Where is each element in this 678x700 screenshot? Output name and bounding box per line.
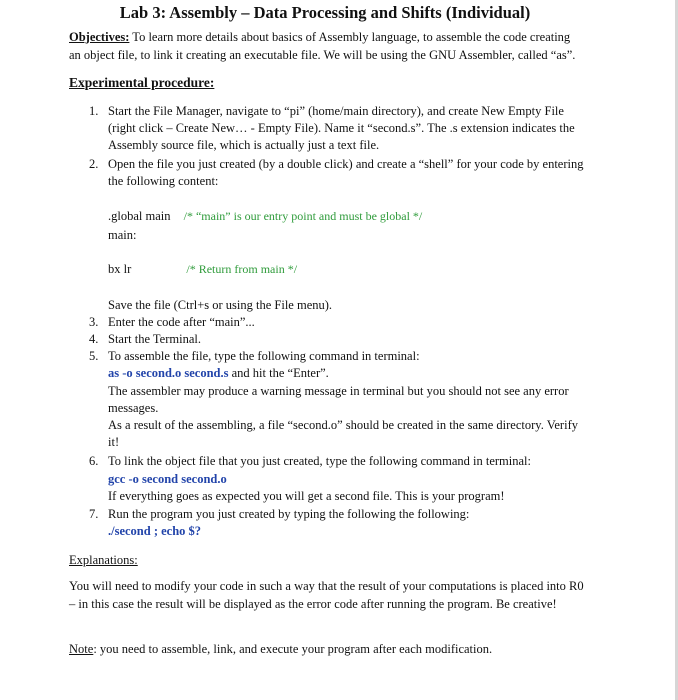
assemble-command-line [108, 365, 578, 382]
step-number: 1. [89, 104, 99, 118]
code-line-bx [108, 262, 297, 277]
procedure-heading: Experimental procedure: [69, 75, 215, 90]
step-text: Start the File Manager, navigate to “pi” (home/main directory), and create New Empty File (right click – Create New… - Empty File). Name it “second.s”. The .s extension indicates the Assembly source file, which is actually just a text file. [108, 104, 575, 152]
step-number: 4. [89, 332, 99, 346]
note-paragraph [69, 641, 584, 659]
objectives-paragraph [69, 29, 584, 64]
step-text: Start the Terminal. [108, 332, 201, 346]
code-line-main: main: [108, 228, 137, 242]
step-4 [89, 331, 584, 348]
code-comment: /* “main” is our entry point and must be global */ [183, 209, 423, 223]
step-2 [89, 156, 584, 190]
step-7 [89, 506, 584, 523]
run-command-text: ./second ; echo $? [108, 524, 202, 538]
link-result-text: If everything goes as expected you will get a second file. This is your program! [108, 489, 505, 503]
save-instruction: Save the file (Ctrl+s or using the File menu). [108, 298, 333, 312]
step-number: 2. [89, 157, 99, 171]
step-number: 5. [89, 349, 99, 363]
step-3 [89, 314, 584, 331]
step-text: To link the object file that you just created, type the following command in terminal: [108, 454, 531, 468]
step-text: Enter the code after “main”... [108, 315, 255, 329]
assemble-command: as -o second.o second.s [108, 366, 229, 380]
assembler-result-text: As a result of the assembling, a file “second.o” should be created in the same directory. Verify it! [108, 418, 578, 449]
code-comment: /* Return from main */ [186, 262, 298, 276]
code-text: bx lr [108, 262, 132, 276]
explanations-heading: Explanations: [69, 553, 138, 567]
note-label: Note [69, 642, 94, 656]
assemble-command-suffix: and hit the “Enter”. [228, 366, 329, 380]
run-command [108, 523, 578, 540]
link-command-text: gcc -o second second.o [108, 472, 227, 486]
page-title: Lab 3: Assembly – Data Processing and Shifts (Individual) [119, 3, 531, 22]
code-line-global [108, 209, 422, 224]
objectives-text: To learn more details about basics of Assembly language, to assemble the code creating an object file, to link it creating an executable file. We will be using the GNU Assembler, called “as”. [69, 30, 576, 62]
code-text: .global main [108, 209, 171, 223]
step-number: 7. [89, 507, 99, 521]
step-text: To assemble the file, type the following command in terminal: [108, 349, 420, 363]
step-text: Open the file you just created (by a double click) and create a “shell” for your code by entering the following content: [108, 157, 584, 188]
explanations-text: You will need to modify your code in such a way that the result of your computations is placed into R0 – in this case the result will be displayed as the error code after running the program. Be creative! [69, 579, 584, 611]
objectives-label: Objectives: [69, 30, 130, 44]
link-command [108, 471, 578, 488]
step-1 [89, 103, 584, 154]
step-text: Run the program you just created by typing the following the following: [108, 507, 470, 521]
note-text: : you need to assemble, link, and execute your program after each modification. [93, 642, 493, 656]
step-5 [89, 348, 584, 365]
step-number: 6. [89, 454, 99, 468]
step-number: 3. [89, 315, 99, 329]
assembler-warning-text: The assembler may produce a warning message in terminal but you should not see any error messages. [108, 384, 569, 415]
step-6 [89, 453, 584, 470]
